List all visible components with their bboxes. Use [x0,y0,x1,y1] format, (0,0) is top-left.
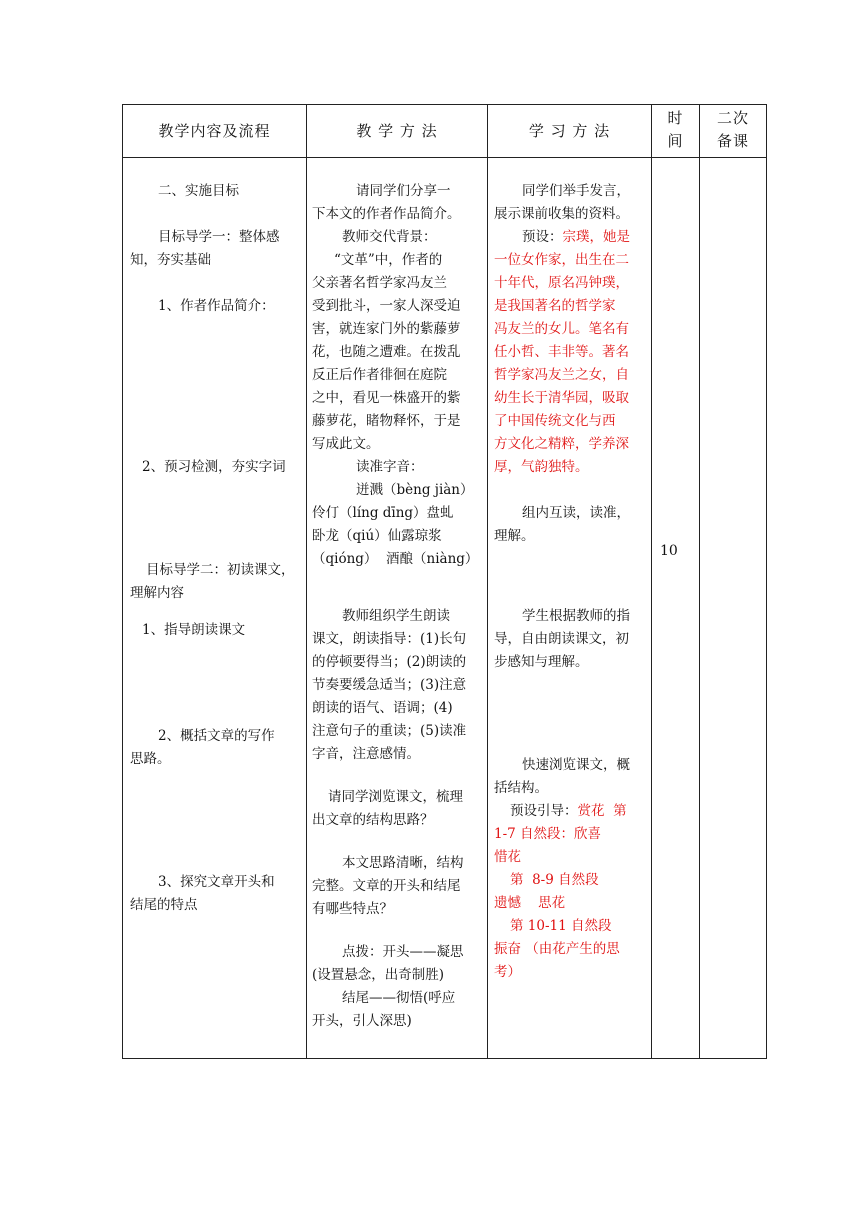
col-divider-1 [306,104,307,1059]
header-teaching-method: 教 学 方 法 [356,122,438,140]
item-explore-line1: 3、探究文章开头和 [158,874,275,890]
hint-line1: 点拨：开头——凝思 [342,944,464,960]
organize-line4: 节奏要缓急适当；(3)注意 [312,677,467,693]
col-divider-4 [699,104,700,1059]
background-line6: 反正后作者徘徊在庭院 [312,367,447,383]
organize-line5: 朗读的语气、语调；(4) [312,700,453,716]
background-line2: 父亲著名哲学家冯友兰 [312,275,447,291]
organize-line1: 教师组织学生朗读 [342,608,450,624]
item-summarize-line2: 思路。 [130,751,171,767]
hands-line2: 展示课前收集的资料。 [494,206,629,222]
background-line9: 写成此文。 [312,436,380,452]
background-line8: 藤萝花，睹物释怀，于是 [312,413,461,429]
preset-label: 预设： [522,229,563,245]
hint-line3: 结尾——彻悟(呼应 [342,990,456,1006]
hint-line4: 开头，引人深思) [312,1013,412,1029]
time-value: 10 [660,543,678,559]
preset-line11: 厚，气韵独特。 [494,459,589,475]
organize-line2: 课文，朗读指导：(1)长句 [312,631,467,647]
header-learning-method: 学 习 方 法 [528,122,611,140]
guide-one-line1: 目标导学一：整体感 [158,229,280,245]
guide-two-line2: 理解内容 [130,585,184,601]
guide-line-b2: 遗憾 思花 [494,895,566,911]
group-line1: 组内互读，读准， [522,505,630,521]
follow-line3: 步感知与理解。 [494,654,589,670]
hands-line1: 同学们举手发言， [522,183,630,199]
preset-line9: 了中国传统文化与西 [494,413,616,429]
header-divider [122,157,767,158]
col-divider-3 [651,104,652,1059]
guide-label: 预设引导： [510,803,578,819]
guide-line-c1: 第 10-11 自然段 [510,918,612,934]
follow-line1: 学生根据教师的指 [522,608,630,624]
structure-line1: 本文思路清晰，结构 [342,855,464,871]
read-title: 读准字音： [356,459,424,475]
preset-line3: 十年代，原名冯钟璞， [494,275,629,291]
guide-two-line1: 目标导学二：初读课文， [146,562,295,578]
hint-line2: (设置悬念，出奇制胜) [312,967,445,983]
item-summarize-line1: 2、概括文章的写作 [158,728,275,744]
implement-goal: 二、实施目标 [158,183,239,199]
guide-line-c3: 考） [494,964,521,980]
group-line2: 理解。 [494,528,535,544]
header-time [652,107,699,153]
pinyin-line3: 卧龙（qiú）仙露琼浆 [312,528,442,544]
col-divider-2 [487,104,488,1059]
guide-line-a1 [494,800,646,823]
header-time-line2: 间 [667,132,684,150]
share-line2: 下本文的作者作品简介。 [312,206,461,222]
organize-line7: 字音，注意感情。 [312,746,420,762]
header-time-line1: 时 [667,109,684,127]
preset-line2: 一位女作家，出生在二 [494,252,629,268]
col-learning-method [494,180,646,984]
preset-line10: 方文化之精粹，学养深 [494,436,629,452]
pinyin-line4: （qióng） 酒酿（niàng） [312,551,479,567]
header-content-flow: 教学内容及流程 [158,122,271,140]
quick-line2: 括结构。 [494,780,548,796]
background-line1: “文革”中，作者的 [334,252,443,268]
table-bottom-border [122,1058,767,1059]
organize-line3: 的停顿要得当；(2)朗读的 [312,654,467,670]
background-line3: 受到批斗，一家人深受迫 [312,298,461,314]
guide-one-line2: 知，夯实基础 [130,252,211,268]
header-second-line2: 备课 [716,132,749,150]
share-line1: 请同学们分享一 [356,183,451,199]
header-second-prep [700,107,766,153]
follow-line2: 导，自由朗读课文，初 [494,631,629,647]
preset-line8: 幼生长于清华园，吸取 [494,390,629,406]
preset-line7: 哲学家冯友兰之女，自 [494,367,629,383]
preset-line1 [494,226,646,249]
quick-line1: 快速浏览课文，概 [522,757,630,773]
table-left-border [122,104,123,1059]
guide-line-a3: 惜花 [494,849,521,865]
preset-text1: 宗璞，她是 [562,229,630,245]
structure-line2: 完整。文章的开头和结尾 [312,878,461,894]
background-line7: 之中，看见一株盛开的紫 [312,390,461,406]
preset-line4: 是我国著名的哲学家 [494,298,616,314]
background-line5: 花，也随之遭难。在拨乱 [312,344,461,360]
header-second-line1: 二次 [716,109,749,127]
structure-line3: 有哪些特点？ [312,901,393,917]
item-preview-check: 2、预习检测，夯实字词 [142,459,286,475]
pinyin-line1: 迸溅（bèng jiàn） [356,482,474,498]
col-teaching-method [312,180,482,1033]
background-title: 教师交代背景： [342,229,437,245]
preset-line6: 任小哲、丰非等。著名 [494,344,629,360]
guide-line-a2: 1-7 自然段：欣喜 [494,826,602,842]
table-right-border [766,104,767,1059]
organize-line6: 注意句子的重读；(5)读准 [312,723,467,739]
guide-text-a1: 赏花 第 [577,803,627,819]
browse-line1: 请同学浏览课文，梳理 [328,789,463,805]
preset-line5: 冯友兰的女儿。笔名有 [494,321,629,337]
browse-line2: 出文章的结构思路？ [312,812,434,828]
guide-line-b1: 第 8-9 自然段 [510,872,599,888]
background-line4: 害，就连家门外的紫藤萝 [312,321,461,337]
table-top-border [122,104,767,105]
item-explore-line2: 结尾的特点 [130,897,198,913]
pinyin-line2: 伶仃（líng dīng）盘虬 [312,505,454,521]
item-author-intro: 1、作者作品简介： [158,298,275,314]
item-guide-reading: 1、指导朗读课文 [142,622,246,638]
col-content-flow [130,180,302,917]
guide-line-c2: 振奋 （由花产生的思 [494,941,620,957]
